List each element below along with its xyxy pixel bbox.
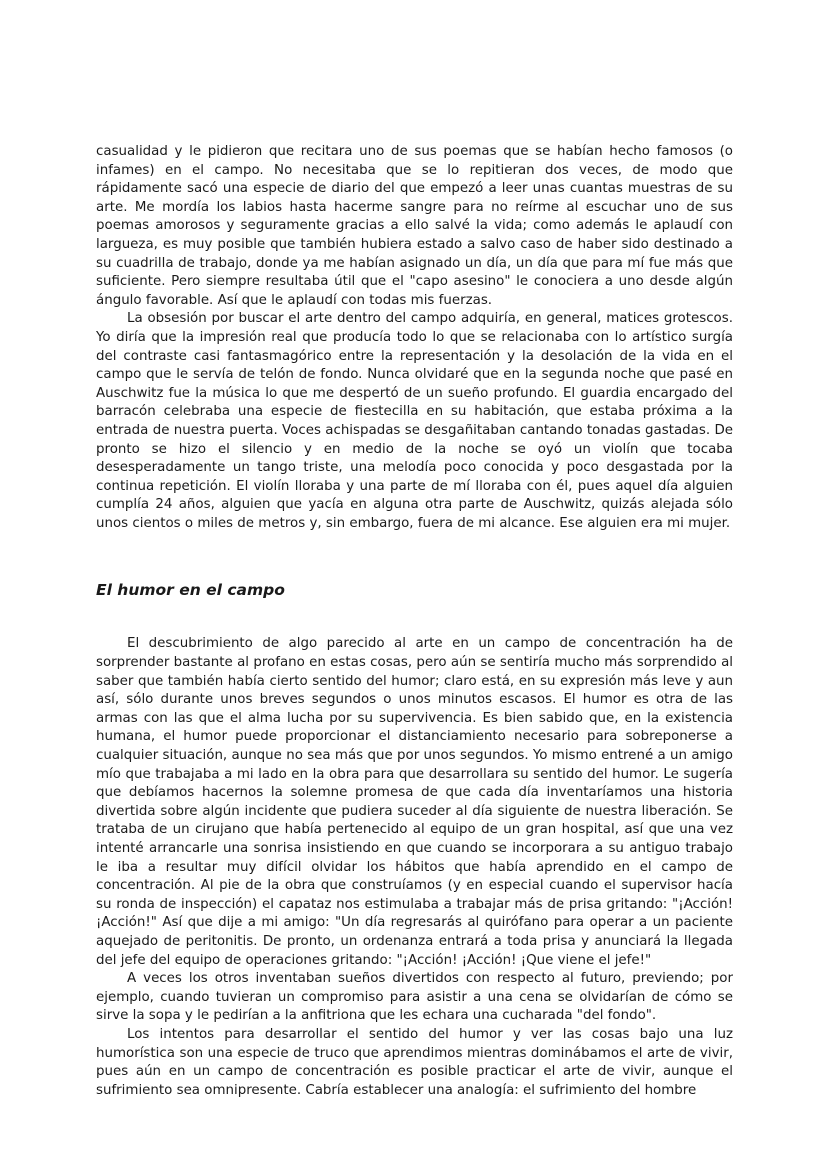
paragraph-art-obsession: La obsesión por buscar el arte dentro del campo adquiría, en general, matices grotescos. Yo diría que la impresión real que producía todo lo que se relacionaba con lo artístico surgía del contraste casi fantasmagórico entre la representación y la desolación de la vida en el campo que le servía de telón de fondo. Nunca olvidaré que en la segunda noche que pasé en Auschwitz fue la música lo que me despertó de un sueño profundo. El guardia encargado del barracón celebraba una especie de fiestecilla en su habitación, que estaba próxima a la entrada de nuestra puerta. Voces achispadas se desgañitaban cantando tonadas gastadas. De pronto se hizo el silencio y en medio de la noche se oyó un violín que tocaba desesperadamente un tango triste, una melodía poco conocida y poco desgastada por la continua repetición. El violín lloraba y una parte de mí lloraba con él, pues aquel día alguien cumplía 24 años, alguien que yacía en alguna otra parte de Auschwitz, quizás alejada sólo unos cientos o miles de metros y, sin embargo, fuera de mi alcance. Ese alguien era mi mujer.: [96, 311, 733, 531]
document-page: [96, 143, 733, 1100]
paragraph-continuation: casualidad y le pidieron que recitara uno de sus poemas que se habían hecho famosos (o infames) en el campo. No necesitaba que se lo repitieran dos veces, de modo que rápidamente sacó una especie de diario del que empezó a leer unas cuantas muestras de su arte. Me mordía los labios hasta hacerme sangre para no reírme al escuchar uno de sus poemas amorosos y seguramente gracias a ello salvé la vida; como además le aplaudí con largueza, es muy posible que también hubiera estado a salvo caso de haber sido destinado a su cuadrilla de trabajo, donde ya me habían asignado un día, un día que para mí fue más que suficiente. Pero siempre resultaba útil que el "capo asesino" le conociera a uno desde algún ángulo favorable. Así que le aplaudí con todas mis fuerzas.: [96, 144, 733, 308]
paragraph-art-of-living: Los intentos para desarrollar el sentido del humor y ver las cosas bajo una luz humorística son una especie de truco que aprendimos mientras dominábamos el arte de vivir, pues aún en un campo de concentración es posible practicar el arte de vivir, aunque el sufrimiento sea omnipresente. Cabría establecer una analogía: el sufrimiento del hombre: [96, 1026, 733, 1098]
paragraph-future-dreams: A veces los otros inventaban sueños divertidos con respecto al futuro, previendo; por ejemplo, cuando tuvieran un compromiso para asistir a una cena se olvidarían de cómo se sirve la sopa y le pedirían a la anfitriona que les echara una cucharada "del fondo".: [96, 971, 733, 1024]
paragraph-humor-discovery: El descubrimiento de algo parecido al arte en un campo de concentración ha de sorprender bastante al profano en estas cosas, pero aún se sentiría mucho más sorprendido al saber que también había cierto sentido del humor; claro está, en su expresión más leve y aun así, sólo durante unos breves segundos o unos minutos escasos. El humor es otra de las armas con las que el alma lucha por su supervivencia. Es bien sabido que, en la existencia humana, el humor puede proporcionar el distanciamiento necesario para sobreponerse a cualquier situación, aunque no sea más que por unos segundos. Yo mismo entrené a un amigo mío que trabajaba a mi lado en la obra para que desarrollara su sentido del humor. Le sugería que debíamos hacernos la solemne promesa de que cada día inventaríamos una historia divertida sobre algún incidente que pudiera suceder al día siguiente de nuestra liberación. Se trataba de un cirujano que había pertenecido al equipo de un gran hospital, así que una vez intenté arrancarle una sonrisa insistiendo en que cuando se incorporara a su antiguo trabajo le iba a resultar muy difícil olvidar los hábitos que había aprendido en el campo de concentración. Al pie de la obra que construíamos (y en especial cuando el supervisor hacía su ronda de inspección) el capataz nos estimulaba a trabajar más de prisa gritando: "¡Acción! ¡Acción!" Así que dije a mi amigo: "Un día regresarás al quirófano para operar a un paciente aquejado de peritonitis. De pronto, un ordenanza entrará a toda prisa y anunciará la llegada del jefe del equipo de operaciones gritando: "¡Acción! ¡Acción! ¡Que viene el jefe!": [96, 636, 733, 968]
section-heading: El humor en el campo: [96, 581, 285, 600]
